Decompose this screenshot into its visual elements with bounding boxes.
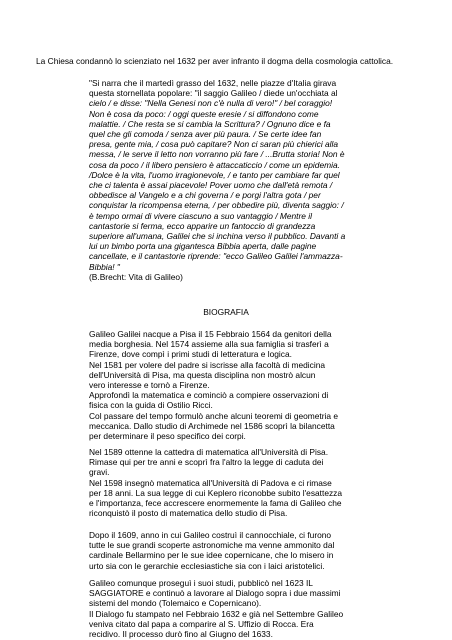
quote-line: conquistar la ricompensa eterna, / per obbedire più, diventa saggio: /	[89, 200, 344, 211]
paragraph-line: Approfondì la matematica e cominciò a compiere osservazioni di	[89, 390, 329, 401]
quote-line: cancellate, e il cantastorie riprende: "ecco Galileo Galilei l'ammazza-	[89, 251, 343, 262]
paragraph-line: Il Dialogo fu stampato nel Febbraio 1632 e già nel Settembre Galileo	[89, 608, 344, 619]
quote-line: è tempo ormai di vivere ciascuno a suo vantaggio / Mentre il	[89, 210, 312, 221]
paragraph-line: Nel 1581 per volere del padre si iscrisse alla facoltà di medicina	[89, 359, 326, 370]
paragraph-line: Dopo il 1609, anno in cui Galileo costruì il cannocchiale, ci furono	[89, 530, 332, 540]
paragraph-line: Galileo Galilei nacque a Pisa il 15 Febbraio 1564 da genitori della	[89, 329, 332, 339]
paragraph-line: riconquistò il posto di matematica dello studio di Pisa.	[89, 508, 288, 519]
quote-line: presa, gente mia, / cosa può capitare? Non ci saran più chierici alla	[89, 139, 339, 150]
paragraph-line: fisica con la guida di Ostilio Ricci.	[89, 400, 213, 411]
biography-paragraph-2	[89, 447, 342, 518]
paragraph-line: vero interesse e tornò a Firenze.	[89, 380, 210, 391]
paragraph-line: Galileo comunque proseguì i suoi studi, pubblicò nel 1623 IL	[89, 578, 313, 588]
quote-line: cielo / e disse: "Nella Genesi non c'è nulla di vero!" / bel coraggio!	[89, 98, 333, 109]
quote-line: "Si narra che il martedì grasso del 1632, nelle piazze d'Italia girava	[89, 78, 337, 88]
quote-line: Bibbia! "	[89, 261, 120, 272]
paragraph-line: Col passare del tempo formulò anche alcuni teoremi di geometria e	[89, 410, 339, 421]
quote-line: Non è cosa da poco: / oggi queste eresie / si diffondono come	[89, 108, 319, 119]
paragraph-line: sistemi del mondo (Tolemaico e Copernicano).	[89, 598, 262, 609]
paragraph-line: per 18 anni. La sua legge di cui Keplero riconobbe subito l'esattezza	[89, 487, 343, 498]
paragraph-line: cardinale Bellarmino per le sue idee copernicane, che lo misero in	[89, 550, 334, 561]
intro-sentence: La Chiesa condannò lo scienziato nel 1632 per aver infranto il dogma della cosmologia cattolica.	[36, 56, 394, 66]
paragraph-line: Nel 1589 ottenne la cattedra di matematica all'Università di Pisa.	[89, 447, 329, 457]
paragraph-line: meccanica. Dallo studio di Archimede nel 1586 scoprì la bilancetta	[89, 420, 335, 431]
paragraph-line: media borghesia. Nel 1574 assieme alla sua famiglia si trasferì a	[89, 339, 329, 350]
quote-line: quel che gli comoda / senza aver più paura. / Se certe idee fan	[89, 129, 322, 140]
quote-line: che ci talenta è assai piacevole! Pover uomo che dall'età remota /	[89, 180, 333, 191]
brecht-quote	[89, 78, 419, 282]
paragraph-line: e l'importanza, fece accrescere enormemente la fama di Galileo che	[89, 498, 342, 509]
paragraph-line: per determinare il peso specifico dei corpi.	[89, 431, 246, 442]
paragraph-line: Nel 1598 insegnò matematica all'Università di Padova e ci rimase	[89, 477, 332, 488]
quote-line: cantastorie si ferma, ecco apparire un fantoccio di grandezza	[89, 220, 316, 231]
paragraph-line: veniva citato dal papa a comparire al S. Uffizio di Rocca. Era	[89, 618, 314, 629]
paragraph-line: SAGGIATORE e continuò a lavorare al Dialogo sopra i due massimi	[89, 588, 341, 599]
quote-line: /Dolce è la vita, l'uomo irragionevole, / e tanto per cambiare far quel	[89, 169, 340, 180]
quote-line: cosa da poco / il libero pensiero è attaccaticcio / come un epidemia.	[89, 159, 340, 170]
section-heading: BIOGRAFIA	[203, 307, 249, 317]
quote-line: messa, / le serve il letto non vorranno più fare / ...Brutta storia! Non è	[89, 149, 345, 160]
paragraph-line: Rimase qui per tre anni e scoprì fra l'altro la legge di caduta dei	[89, 457, 324, 468]
paragraph-line: urto sia con le gerarchie ecclesiastiche sia con i laici aristotelici.	[89, 560, 325, 571]
paragraph-line: dell'Università di Pisa, ma questa disciplina non mostrò alcun	[89, 369, 316, 380]
quote-line: malattie. / Che resta se si cambia la Scrittura? / Ognuno dice e fa	[89, 118, 331, 129]
quote-line: obbedisce al Vangelo e a chi governa / e porgi l'altra gota / per	[89, 190, 321, 201]
biography-paragraph-4	[89, 578, 343, 639]
quote-line: questa stornellata popolare: "il saggio Galileo / diede un'occhiata al	[89, 88, 338, 99]
biography-paragraph-3	[89, 530, 334, 571]
paragraph-line: Firenze, dove compì i primi studi di letteratura e logica.	[89, 349, 292, 360]
quote-line: lui un bimbo porta una gigantesca Bibbia aperta, dalle pagine	[89, 241, 317, 252]
paragraph-line: tutte le sue grandi scoperte astronomiche ma venne ammonito dal	[89, 540, 335, 551]
biography-paragraph-1	[89, 329, 338, 441]
quote-citation: (B.Brecht: Vita di Galileo)	[89, 271, 183, 282]
paragraph-line: gravi.	[89, 467, 110, 478]
paragraph-line: recidivo. Il processo durò fino al Giugno del 1633.	[89, 629, 273, 640]
quote-line: superiore all'umana, Galilei che si inchina verso il pubblico. Davanti a	[89, 231, 346, 242]
